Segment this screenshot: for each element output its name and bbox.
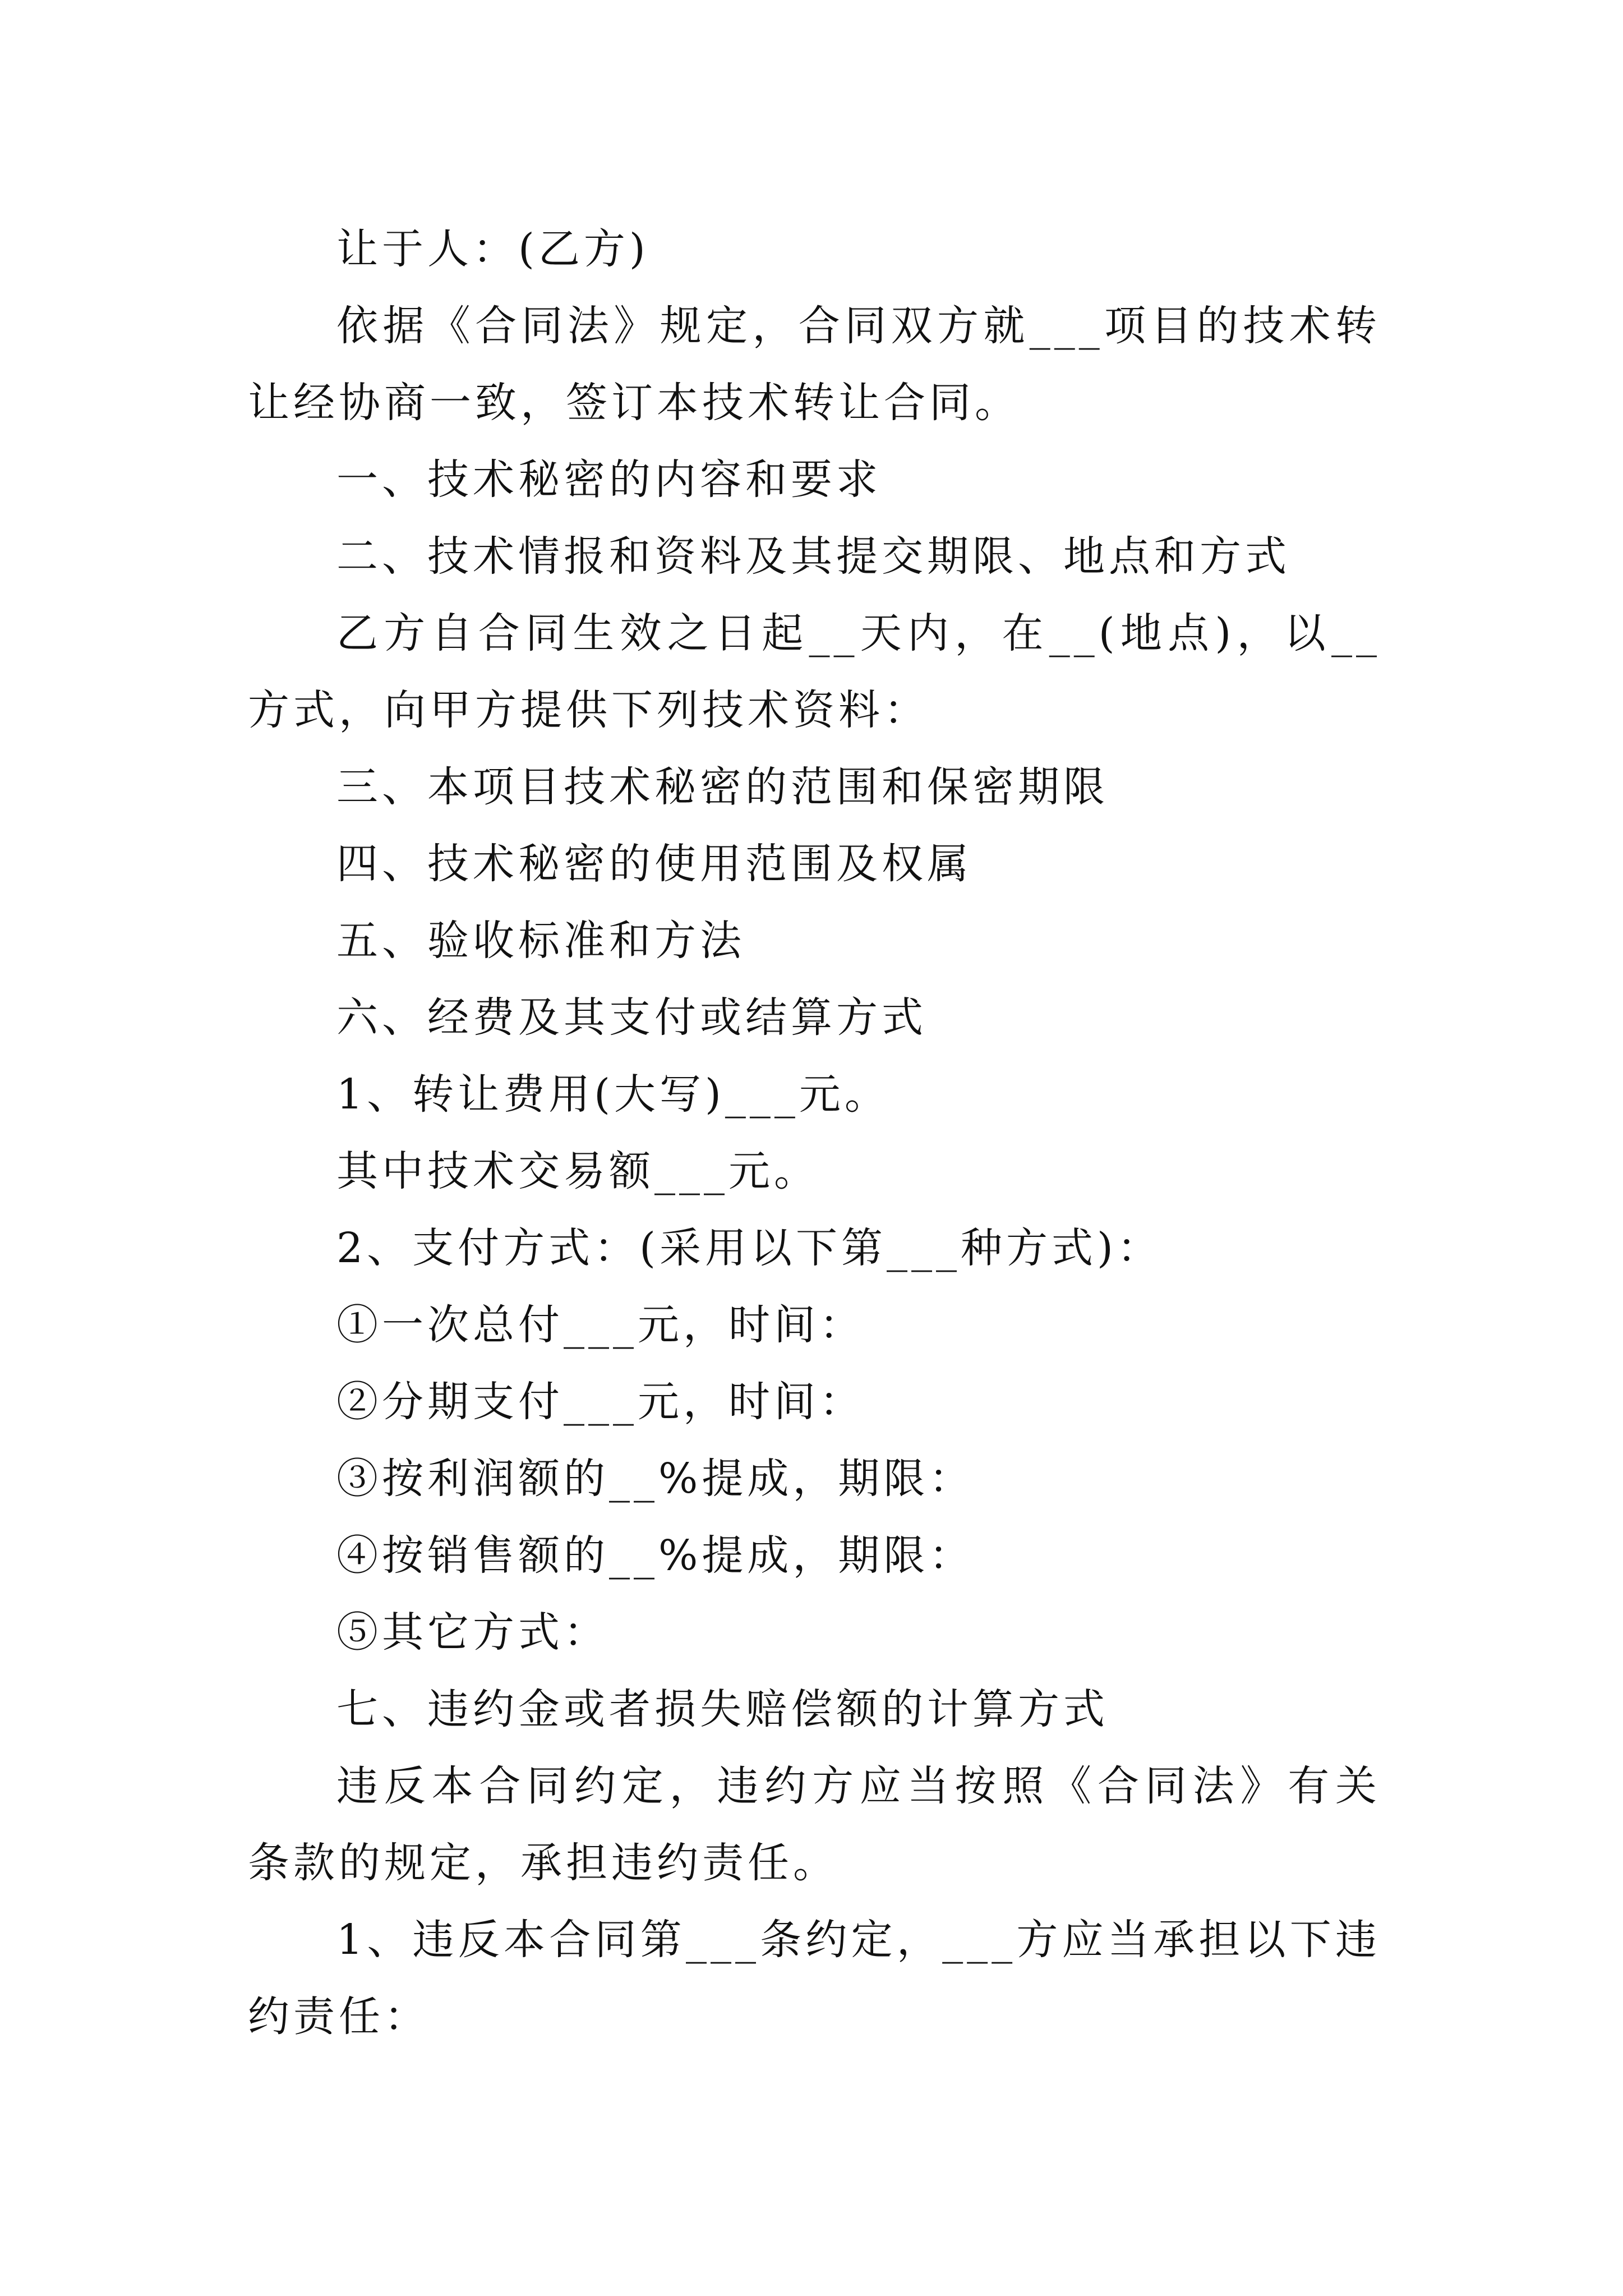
payment-option-2: ②分期支付___元，时间：: [336, 1378, 865, 1426]
delivery-terms-paragraph: 乙方自合同生效之日起__天内，在__(地点)，以__方式，向甲方提供下列技术资料：: [248, 609, 1381, 734]
breach-liability-paragraph: 违反本合同约定，违约方应当按照《合同法》有关条款的规定，承担违约责任。: [248, 1762, 1381, 1887]
section-6-heading: 六、经费及其支付或结算方式: [336, 993, 927, 1042]
breach-clause-1-paragraph: 1、违反本合同第___条约定，___方应当承担以下违约责任：: [248, 1916, 1381, 2041]
party-b-line: 让于人：(乙方): [336, 225, 649, 273]
section-4-heading: 四、技术秘密的使用范围及权属: [336, 840, 972, 888]
section-2-heading: 二、技术情报和资料及其提交期限、地点和方式: [336, 532, 1290, 581]
payment-method-line: 2、支付方式：(采用以下第___种方式)：: [336, 1224, 1163, 1272]
section-3-heading: 三、本项目技术秘密的范围和保密期限: [336, 763, 1109, 811]
payment-option-3: ③按利润额的__%提成，期限：: [336, 1455, 975, 1503]
section-5-heading: 五、验收标准和方法: [336, 917, 745, 965]
section-7-heading: 七、违约金或者损失赔偿额的计算方式: [336, 1685, 1109, 1733]
contract-basis-paragraph: 依据《合同法》规定，合同双方就___项目的技术转让经协商一致，签订本技术转让合同。: [248, 302, 1381, 427]
section-1-heading: 一、技术秘密的内容和要求: [336, 455, 882, 504]
payment-option-5: ⑤其它方式：: [336, 1608, 609, 1657]
payment-option-1: ①一次总付___元，时间：: [336, 1301, 865, 1349]
transfer-fee-line: 1、转让费用(大写)___元。: [336, 1070, 890, 1119]
transaction-amount-line: 其中技术交易额___元。: [336, 1147, 819, 1195]
payment-option-4: ④按销售额的__%提成，期限：: [336, 1531, 975, 1580]
document-body: [248, 211, 1381, 2055]
